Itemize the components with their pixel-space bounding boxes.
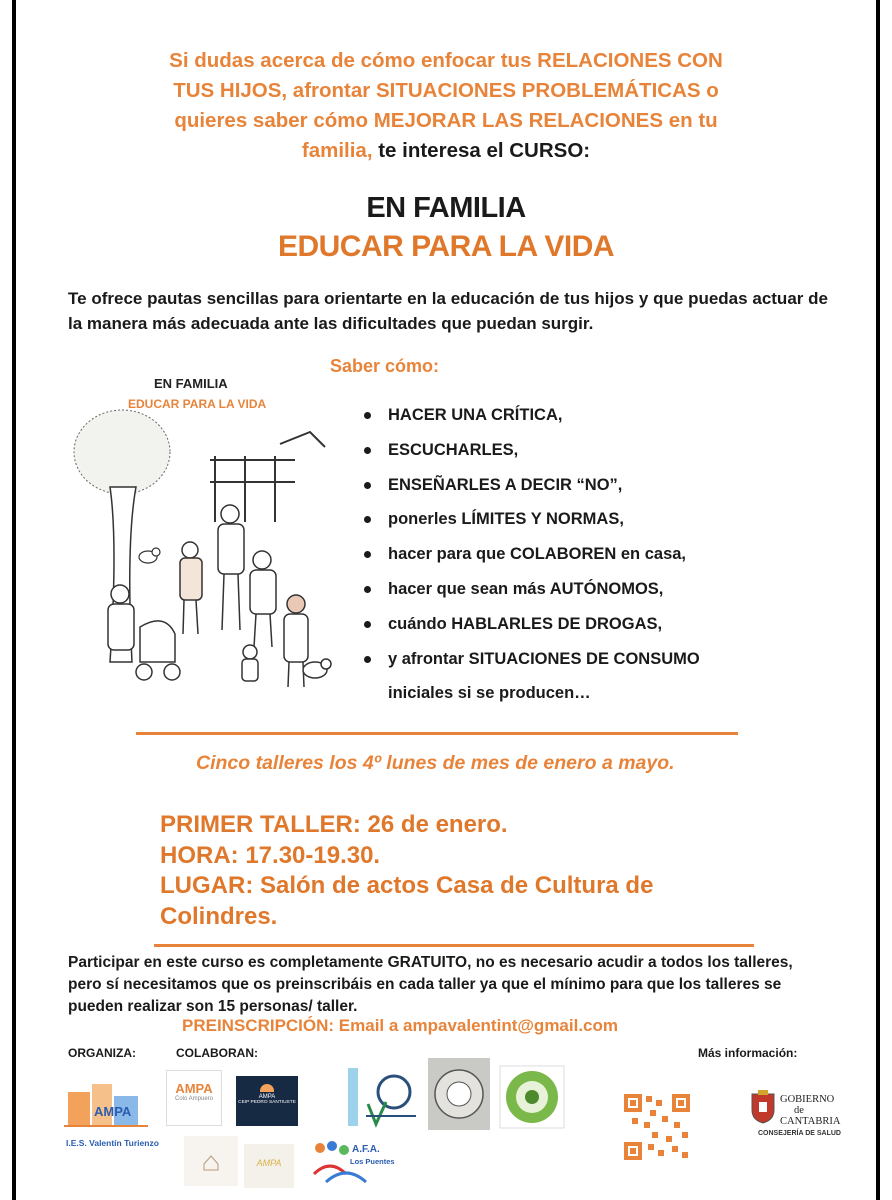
list-item-text: y afrontar SITUACIONES DE CONSUMO <box>388 649 700 668</box>
list-item <box>360 502 800 537</box>
gob-line-1: GOBIERNO <box>780 1094 835 1105</box>
headline-line-3: quieres saber cómo MEJORAR LAS RELACIONES en tu <box>174 109 718 132</box>
ampa-small-logo <box>244 1144 294 1188</box>
ship-wheel-logo <box>346 1064 420 1132</box>
family-illustration <box>70 372 340 702</box>
first-workshop-details <box>160 810 840 932</box>
ampa-colo-text: AMPA <box>175 1081 213 1096</box>
bullet-icon <box>364 551 371 558</box>
ampa-ies-logo <box>58 1074 159 1158</box>
cantabria-shield-icon <box>750 1090 776 1124</box>
list-item-text: HACER UNA CRÍTICA, <box>388 406 563 424</box>
headline <box>60 46 832 166</box>
headline-curso: te interesa el CURSO: <box>378 139 591 162</box>
ampa-ceip-text-1: AMPA <box>258 1094 276 1100</box>
topics-list <box>360 398 800 711</box>
stroller-icon <box>136 621 180 680</box>
colaboran-label: COLABORAN: <box>176 1046 258 1060</box>
consejeria-salud-text: CONSEJERÍA DE SALUD <box>758 1130 841 1137</box>
illus-title-1: EN FAMILIA <box>154 376 228 391</box>
list-item <box>360 537 800 572</box>
sunrise-icon <box>260 1084 274 1092</box>
list-item <box>360 468 800 503</box>
mas-informacion-label: Más información: <box>698 1046 798 1060</box>
bullet-icon <box>364 482 371 489</box>
bullet-icon <box>364 412 371 419</box>
ampa-colo-logo <box>166 1070 222 1126</box>
list-item <box>360 607 800 642</box>
list-item <box>360 642 800 677</box>
bullet-icon <box>364 656 371 663</box>
list-item-text: hacer que sean más AUTÓNOMOS, <box>388 579 664 598</box>
course-subtitle: EDUCAR PARA LA VIDA <box>277 230 615 263</box>
headline-line-1: Si dudas acerca de cómo enfocar tus RELACIONES CON <box>169 49 723 72</box>
headline-line-4 <box>60 136 832 166</box>
afa-los-puentes-logo <box>310 1134 395 1188</box>
los-puentes-text: Los Puentes <box>350 1157 395 1166</box>
headline-familia: familia, <box>301 139 373 162</box>
list-item-text: cuándo HABLARLES DE DROGAS, <box>388 614 663 633</box>
ies-name-text: I.E.S. Valentín Turienzo <box>66 1138 159 1148</box>
bullet-icon <box>364 447 371 454</box>
ampa-ies-text: AMPA <box>94 1104 132 1119</box>
workshops-schedule: Cinco talleres los 4º lunes de mes de enero a mayo. <box>196 752 675 774</box>
workshop-location-cont: Colindres. <box>160 902 278 930</box>
list-item <box>360 398 800 433</box>
afa-text: A.F.A. <box>352 1144 380 1155</box>
ampa-ceip-text-2: CEIP PEDRO SANTIUSTE <box>238 1100 296 1105</box>
divider-top <box>136 732 738 735</box>
bullet-icon <box>364 516 371 523</box>
list-item-text: ESCUCHARLES, <box>388 440 519 459</box>
saber-como-heading: Saber cómo: <box>330 356 440 376</box>
organiza-label: ORGANIZA: <box>68 1046 136 1060</box>
school-seal-logo <box>428 1058 490 1130</box>
ampa-ceip-logo <box>236 1076 298 1126</box>
ampa-small-text: AMPA <box>256 1158 282 1168</box>
list-item-text: ponerles LÍMITES Y NORMAS, <box>388 510 624 529</box>
course-title: EN FAMILIA <box>366 192 526 224</box>
cat-icon <box>139 548 160 563</box>
green-round-logo <box>500 1066 564 1128</box>
family-figures-icon <box>108 505 308 687</box>
gob-line-3: CANTABRIA <box>780 1116 841 1127</box>
qr-code-icon[interactable] <box>622 1092 692 1162</box>
intro-paragraph: Te ofrece pautas sencillas para orientarte en la educación de tus hijos y que puedas actuar de la manera más adecuada ante las dificultades que puedan surgir. <box>68 289 828 333</box>
preinscription-email[interactable]: PREINSCRIPCIÓN: Email a ampavalentint@gmail.com <box>182 1016 619 1035</box>
dog-icon <box>303 659 331 678</box>
workshop-time: HORA: 17.30-19.30. <box>160 841 381 869</box>
workshop-location: LUGAR: Salón de actos Casa de Cultura de <box>160 872 654 899</box>
ampa-colo-sub: Colo Ampuero <box>174 1096 214 1102</box>
footer-paragraph: Participar en este curso es completamente GRATUITO, no es necesario acudir a todos los talleres, pero sí necesitamos que os preinscribáis en cada taller ya que el mínimo para que los talleres se pueden realizar son 15 personas/ taller. <box>68 954 793 1015</box>
small-house-logo <box>184 1136 238 1186</box>
bullet-icon <box>364 586 371 593</box>
divider-bottom <box>154 944 754 947</box>
headline-line-2: TUS HIJOS, afrontar SITUACIONES PROBLEMÁTICAS o <box>173 79 719 102</box>
bullet-icon <box>364 621 371 628</box>
list-item-text: ENSEÑARLES A DECIR “NO”, <box>388 475 623 494</box>
gobierno-cantabria-text <box>780 1094 840 1127</box>
illus-title-2: EDUCAR PARA LA VIDA <box>128 397 267 411</box>
list-item-continuation: iniciales si se producen… <box>388 684 591 703</box>
list-item <box>360 433 800 468</box>
gob-line-2: de <box>794 1105 804 1116</box>
house-icon <box>184 1136 238 1186</box>
list-item <box>360 572 800 607</box>
list-item-text: hacer para que COLABOREN en casa, <box>388 545 687 564</box>
first-workshop-date: PRIMER TALLER: 26 de enero. <box>160 811 508 838</box>
